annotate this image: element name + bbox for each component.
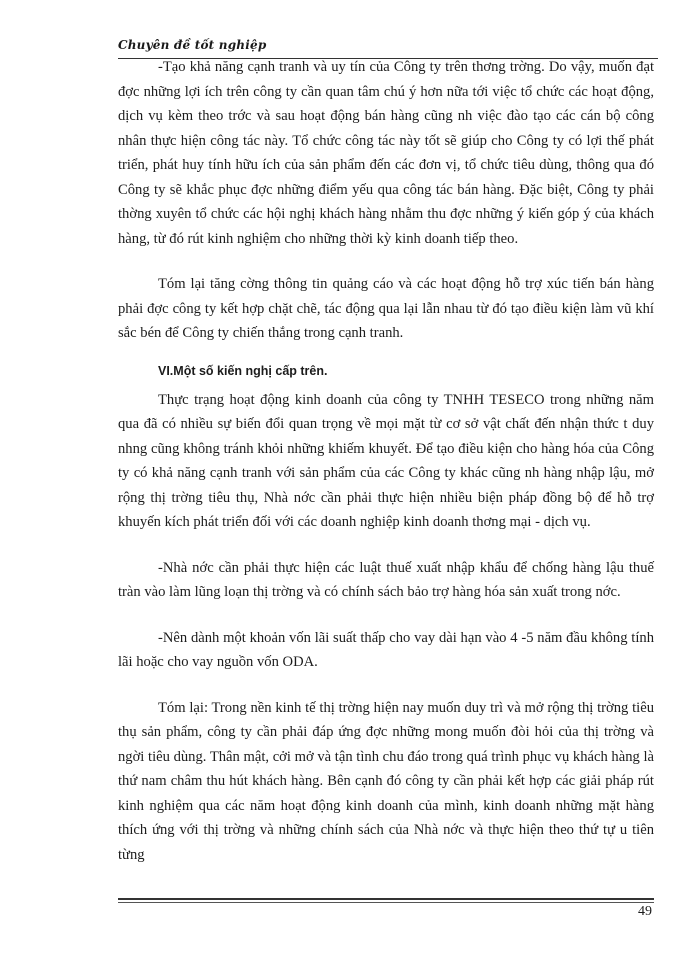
paragraph-business-situation: Thực trạng hoạt động kinh doanh của công ty TNHH TESECO trong những năm qua đã có nhiều sự biến đổi quan trọng về mọi mặt từ cơ sở vật chất đến nhận thức t duy nhng cũng không tránh khỏi những khiếm khuyết. Để tạo điều kiện cho hàng hóa của Công ty có khả năng cạnh tranh với sản phẩm của các Công ty khác cũng nh hàng nhập lậu, mở rộng thị trờng tiêu thụ, Nhà nớc cần phải thực hiện nhiều biện pháp đồng bộ để hỗ trợ khuyến kích phát triển đối với các doanh nghiệp kinh doanh thơng mại - dịch vụ. bbox=[118, 391, 654, 530]
paragraph-summary-promotion: Tóm lại tăng cờng thông tin quảng cáo và các hoạt động hỗ trợ xúc tiến bán hàng phải đợc công ty kết hợp chặt chẽ, tác động qua lại lẫn nhau từ đó tạo điều kiện làm vũ khí sắc bén để Công ty chiến thắng trong cạnh tranh. bbox=[118, 276, 654, 341]
paragraph-tax-law: -Nhà nớc cần phải thực hiện các luật thuế xuất nhập khẩu để chống hàng lậu thuế tràn vào làm lũng loạn thị trờng và có chính sách bảo trợ hàng hóa sản xuất trong nớc. bbox=[118, 559, 654, 600]
section-heading: VI.Một số kiến nghị cấp trên. bbox=[158, 363, 328, 378]
page-number: 49 bbox=[638, 904, 652, 919]
header-title: Chuyên đề tốt nghiệp bbox=[118, 38, 267, 52]
paragraph-low-interest-loan: -Nên dành một khoản vốn lãi suất thấp cho vay dài hạn vào 4 -5 năm đầu không tính lãi hoặc cho vay nguồn vốn ODA. bbox=[118, 629, 654, 670]
paragraph-competitiveness: -Tạo khả năng cạnh tranh và uy tín của Công ty trên thơng trờng. Do vậy, muốn đạt đợc những lợi ích trên công ty cần quan tâm chú ý hơn nữa tới việc tổ chức các hoạt động, dịch vụ kèm theo trớc và sau hoạt động bán hàng cũng nh việc đào tạo các cán bộ công nhân thực hiện công tác này. Tổ chức công tác này tốt sẽ giúp cho Công ty có lợi thế phát triển, phát huy tính hữu ích của sản phẩm đến các đơn vị, tổ chức tiêu dùng, thông qua đó Công ty sẽ khắc phục đợc những điểm yếu qua công tác bán hàng. Đặc biệt, Công ty phải thờng xuyên tổ chức các hội nghị khách hàng nhằm thu đợc những ý kiến góp ý của khách hàng, từ đó rút kinh nghiệm cho những thời kỳ kinh doanh tiếp theo. bbox=[118, 59, 654, 247]
footer-rule-thick bbox=[118, 898, 654, 900]
paragraph-conclusion: Tóm lại: Trong nền kinh tế thị trờng hiện nay muốn duy trì và mở rộng thị trờng tiêu thụ sản phẩm, công ty cần phải đáp ứng đợc những mong muốn đòi hỏi của thị trờng và ngời tiêu dùng. Thân mật, cởi mở và tận tình chu đáo trong quá trình phục vụ khách hàng là thứ nam châm thu hút khách hàng. Bên cạnh đó công ty cần phải kết hợp các giải pháp rút kinh nghiệm qua các năm hoạt động kinh doanh của mình, kinh doanh những mặt hàng thích ứng với thị trờng và những chính sách của Nhà nớc và thực hiện theo thứ tự u tiên từng bbox=[118, 699, 654, 863]
page-header bbox=[118, 38, 658, 52]
body-text bbox=[118, 55, 654, 888]
footer-rule-thin bbox=[118, 902, 654, 903]
